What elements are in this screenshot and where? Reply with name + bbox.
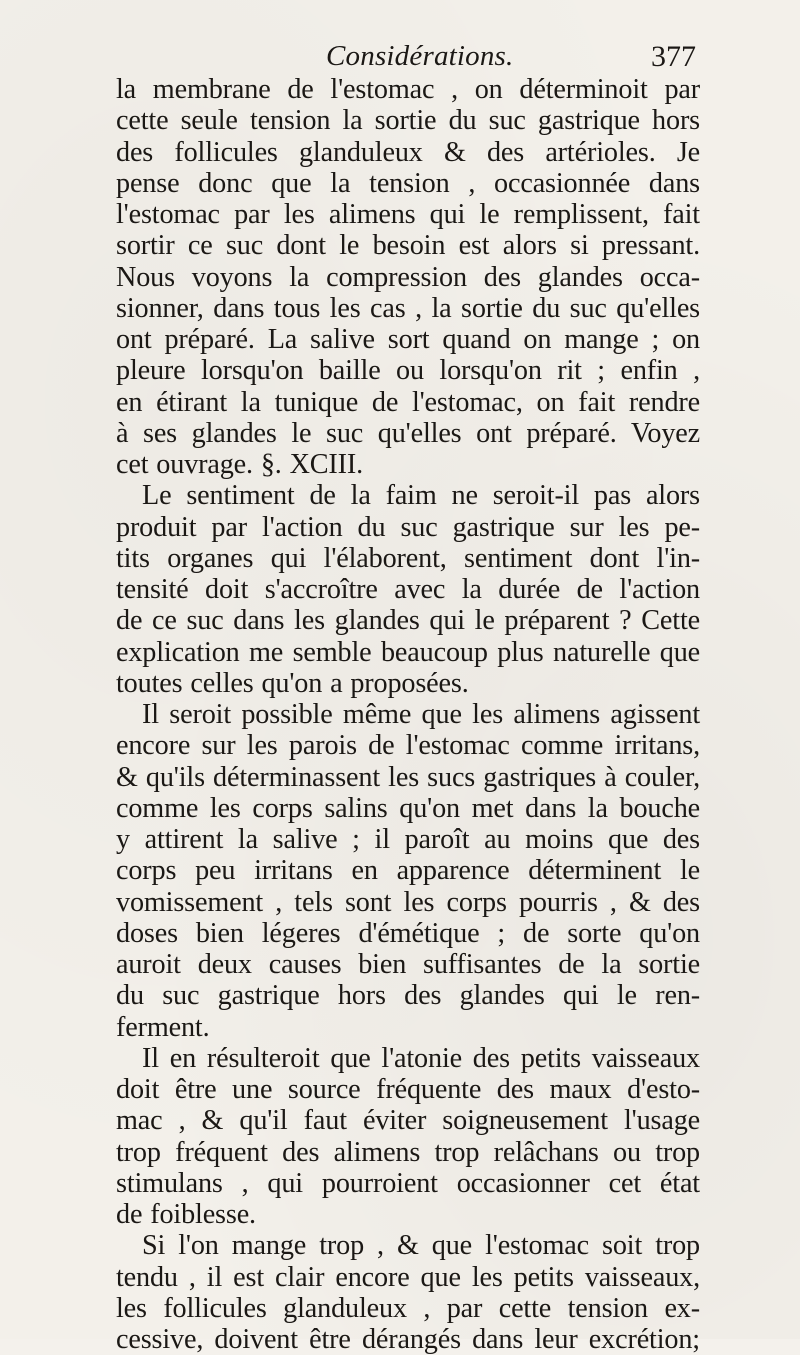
text-line: y attirent la salive ; il paroît au moins que des bbox=[116, 824, 700, 855]
text-line: produit par l'action du suc gastrique sur les pe- bbox=[116, 511, 700, 543]
text-line: vomissement , tels sont les corps pourris , & des bbox=[116, 886, 700, 918]
text-line: doses bien légeres d'émétique ; de sorte qu'on bbox=[116, 917, 700, 949]
text-line: de ce suc dans les glandes qui le préparent ? Cette bbox=[116, 605, 700, 637]
text-line: ont préparé. La salive sort quand on mange ; on bbox=[116, 324, 700, 355]
text-line: auroit deux causes bien suffisantes de la sortie bbox=[116, 949, 700, 980]
text-line: Si l'on mange trop , & que l'estomac soit trop bbox=[142, 1230, 700, 1262]
text-line: en étirant la tunique de l'estomac, on fait rendre bbox=[116, 386, 700, 418]
text-line: tensité doit s'accroître avec la durée de l'action bbox=[116, 574, 700, 605]
body-text bbox=[116, 74, 700, 1355]
text-line: Il seroit possible même que les alimens agissent bbox=[142, 699, 700, 730]
text-line: encore sur les parois de l'estomac comme irritans, bbox=[116, 730, 700, 762]
text-line: Le sentiment de la faim ne seroit-il pas alors bbox=[142, 480, 700, 512]
text-line: comme les corps salins qu'on met dans la bouche bbox=[116, 792, 700, 824]
text-line: l'estomac par les alimens qui le remplissent, fait bbox=[116, 199, 700, 230]
text-line: du suc gastrique hors des glandes qui le ren- bbox=[116, 980, 700, 1012]
text-line: cessive, doivent être dérangés dans leur excrétion; bbox=[116, 1324, 700, 1355]
text-line: explication me semble beaucoup plus naturelle que bbox=[116, 636, 700, 668]
text-line: Nous voyons la compression des glandes occa- bbox=[116, 261, 700, 293]
page-number: 377 bbox=[651, 40, 696, 73]
text-line: de foiblesse. bbox=[116, 1199, 256, 1230]
text-line: trop fréquent des alimens trop relâchans ou trop bbox=[116, 1136, 700, 1168]
text-line: à ses glandes le suc qu'elles ont préparé. Voyez bbox=[116, 417, 700, 449]
text-line: tits organes qui l'élaborent, sentiment dont l'in- bbox=[116, 542, 700, 574]
text-line: les follicules glanduleux , par cette tension ex- bbox=[116, 1292, 700, 1324]
text-line: des follicules glanduleux & des artérioles. Je bbox=[116, 136, 700, 168]
text-line: doit être une source fréquente des maux d'esto- bbox=[116, 1074, 700, 1105]
text-line: sionner, dans tous les cas , la sortie du suc qu'elles bbox=[116, 292, 700, 324]
text-line: la membrane de l'estomac , on déterminoit par bbox=[116, 74, 700, 105]
text-line: corps peu irritans en apparence déterminent le bbox=[116, 855, 700, 887]
text-line: Il en résulteroit que l'atonie des petits vaisseaux bbox=[142, 1042, 700, 1074]
text-line: mac , & qu'il faut éviter soigneusement l'usage bbox=[116, 1105, 700, 1137]
text-line: sortir ce suc dont le besoin est alors si pressant. bbox=[116, 230, 700, 262]
text-line: & qu'ils déterminassent les sucs gastriques à couler, bbox=[116, 761, 700, 793]
text-line: pleure lorsqu'on baille ou lorsqu'on rit ; enfin , bbox=[116, 355, 700, 387]
text-line: pense donc que la tension , occasionnée dans bbox=[116, 167, 700, 199]
text-line: stimulans , qui pourroient occasionner cet état bbox=[116, 1167, 700, 1199]
text-line: ferment. bbox=[116, 1011, 210, 1043]
text-line: toutes celles qu'on a proposées. bbox=[116, 667, 469, 699]
text-line: cet ouvrage. §. XCIII. bbox=[116, 449, 364, 480]
running-title: Considérations. bbox=[326, 40, 514, 72]
text-line: cette seule tension la sortie du suc gastrique hors bbox=[116, 105, 700, 137]
text-line: tendu , il est clair encore que les petits vaisseaux, bbox=[116, 1261, 700, 1293]
